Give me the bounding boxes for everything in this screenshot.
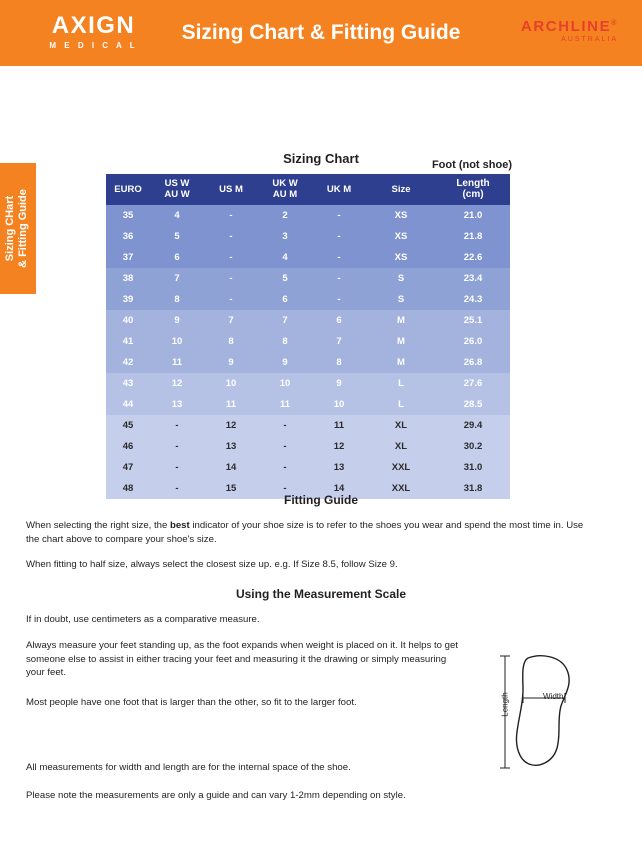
archline-name: ARCHLINE [520,18,612,35]
cell-length: 31.8 [436,478,510,499]
cell-size: XS [366,205,436,226]
cell-uk-w: 9 [258,352,312,373]
cell-uk-m: - [312,268,366,289]
cell-length: 27.6 [436,373,510,394]
cell-euro: 37 [106,247,150,268]
cell-us-w: - [150,478,204,499]
cell-uk-w: 5 [258,268,312,289]
archline-sublabel: AUSTRALIA [561,36,618,43]
cell-us-m: 7 [204,310,258,331]
cell-uk-w: 2 [258,205,312,226]
cell-uk-m: 11 [312,415,366,436]
cell-euro: 41 [106,331,150,352]
col-header-uk-w-line1: UK W [272,178,298,189]
cell-length: 26.8 [436,352,510,373]
cell-euro: 35 [106,205,150,226]
col-header-uk-w-line2: AU M [272,189,298,200]
cell-us-m: - [204,247,258,268]
length-label: Length [500,692,510,717]
cell-us-w: 13 [150,394,204,415]
cell-size: XL [366,436,436,457]
foot-outline-icon [495,648,615,778]
registered-trademark-icon: ® [611,20,618,27]
cell-size: XS [366,226,436,247]
cell-uk-m: 8 [312,352,366,373]
measurement-scale-heading: Using the Measurement Scale [235,587,407,601]
cell-size: XS [366,247,436,268]
cell-uk-m: 12 [312,436,366,457]
fitting-paragraph-2: When fitting to half size, always select the closest size up. e.g. If Size 8.5, follow Size 9. [26,559,398,570]
foot-path [517,656,570,765]
cell-us-w: 8 [150,289,204,310]
fitting-guide-heading: Fitting Guide [284,493,358,507]
page-header [0,0,642,66]
col-header-length-line1: Length [456,178,490,189]
measurement-paragraph-5: Please note the measurements are only a guide and can vary 1-2mm depending on style. [26,790,406,801]
measurement-paragraph-2: Always measure your feet standing up, as the foot expands when weight is placed on it. It helps to get someone else to assist in either tracing your feet and measuring it the drawing or simply measuring your feet. [26,640,458,678]
fitting-p1-part-a: When selecting the right size, the [26,520,170,531]
col-header-us-w [150,174,204,205]
cell-uk-w: 10 [258,373,312,394]
cell-us-m: 8 [204,331,258,352]
cell-uk-w: 3 [258,226,312,247]
cell-length: 25.1 [436,310,510,331]
cell-us-m: - [204,226,258,247]
cell-uk-w: 4 [258,247,312,268]
cell-uk-m: - [312,247,366,268]
cell-size: S [366,289,436,310]
cell-length: 26.0 [436,331,510,352]
cell-us-m: 14 [204,457,258,478]
table-row [106,373,510,394]
cell-size: XL [366,415,436,436]
archline-wordmark [521,18,618,35]
col-header-length [436,174,510,205]
cell-length: 22.6 [436,247,510,268]
cell-length: 23.4 [436,268,510,289]
table-row [106,226,510,247]
cell-us-m: - [204,268,258,289]
cell-size: S [366,268,436,289]
side-tab [0,163,36,294]
sizing-table [106,174,510,499]
cell-size: M [366,331,436,352]
table-row [106,457,510,478]
axign-sublabel: M E D I C A L [49,41,138,50]
cell-uk-w: 11 [258,394,312,415]
cell-length: 24.3 [436,289,510,310]
fitting-paragraph-1 [26,519,596,546]
cell-uk-w: 7 [258,310,312,331]
cell-size: L [366,394,436,415]
cell-length: 29.4 [436,415,510,436]
cell-uk-m: 6 [312,310,366,331]
cell-euro: 45 [106,415,150,436]
cell-us-m: - [204,289,258,310]
cell-us-m: 12 [204,415,258,436]
cell-uk-w: - [258,478,312,499]
cell-uk-m: - [312,226,366,247]
foot-not-shoe-note: Foot (not shoe) [431,159,512,171]
cell-us-w: 12 [150,373,204,394]
cell-euro: 48 [106,478,150,499]
cell-uk-m: 7 [312,331,366,352]
cell-uk-w: - [258,415,312,436]
sizing-chart-title: Sizing Chart [283,151,359,166]
cell-euro: 42 [106,352,150,373]
measurement-paragraph-3: Most people have one foot that is larger than the other, so fit to the larger foot. [26,697,357,708]
cell-us-w: 7 [150,268,204,289]
col-header-uk-m: UK M [312,174,366,205]
cell-uk-w: 6 [258,289,312,310]
cell-us-w: 5 [150,226,204,247]
cell-euro: 47 [106,457,150,478]
cell-us-m: 9 [204,352,258,373]
cell-size: XXL [366,457,436,478]
foot-outline-diagram [495,648,615,778]
side-tab-label [0,163,36,294]
cell-uk-w: - [258,457,312,478]
cell-length: 31.0 [436,457,510,478]
cell-uk-m: - [312,205,366,226]
col-header-us-m: US M [204,174,258,205]
cell-length: 28.5 [436,394,510,415]
cell-euro: 44 [106,394,150,415]
table-row [106,289,510,310]
measurement-paragraph-4: All measurements for width and length are for the internal space of the shoe. [26,762,351,773]
cell-uk-w: 8 [258,331,312,352]
cell-euro: 40 [106,310,150,331]
cell-length: 21.0 [436,205,510,226]
table-header-row [106,174,510,205]
table-row [106,331,510,352]
archline-logo [521,18,618,43]
cell-uk-w: - [258,436,312,457]
cell-us-w: - [150,436,204,457]
cell-us-m: 13 [204,436,258,457]
cell-us-m: - [204,205,258,226]
cell-us-w: 10 [150,331,204,352]
col-header-us-w-line2: AU W [164,189,190,200]
axign-wordmark: AXIGN [51,12,136,39]
col-header-length-line2: (cm) [462,189,484,200]
cell-uk-m: - [312,289,366,310]
cell-uk-m: 9 [312,373,366,394]
cell-us-w: 6 [150,247,204,268]
cell-us-w: 4 [150,205,204,226]
table-row [106,247,510,268]
cell-us-m: 11 [204,394,258,415]
table-row [106,415,510,436]
cell-us-w: 9 [150,310,204,331]
col-header-us-w-line1: US W [164,178,190,189]
table-row [106,268,510,289]
cell-euro: 38 [106,268,150,289]
cell-size: M [366,310,436,331]
table-row [106,205,510,226]
cell-size: M [366,352,436,373]
col-header-uk-w [258,174,312,205]
cell-us-w: 11 [150,352,204,373]
fitting-p1-emphasis: best [169,520,190,531]
cell-euro: 46 [106,436,150,457]
cell-euro: 43 [106,373,150,394]
cell-euro: 39 [106,289,150,310]
table-row [106,436,510,457]
cell-uk-m: 13 [312,457,366,478]
cell-size: L [366,373,436,394]
side-tab-line1: Sizing CHart [4,195,16,262]
cell-uk-m: 14 [312,478,366,499]
side-tab-line2: & Fitting Guide [17,189,29,268]
table-row [106,310,510,331]
cell-size: XXL [366,478,436,499]
table-row [106,394,510,415]
table-row [106,352,510,373]
col-header-euro: EURO [106,174,150,205]
cell-euro: 36 [106,226,150,247]
cell-us-w: - [150,415,204,436]
cell-us-m: 10 [204,373,258,394]
cell-length: 21.8 [436,226,510,247]
cell-uk-m: 10 [312,394,366,415]
cell-length: 30.2 [436,436,510,457]
measurement-paragraph-1: If in doubt, use centimeters as a comparative measure. [26,614,260,625]
cell-us-w: - [150,457,204,478]
page-title: Sizing Chart & Fitting Guide [181,21,461,44]
fitting-p1-part-b: indicator of your shoe size is to refer to the shoes you wear and spend the most time in. Use the chart above to compare your shoe's size. [26,520,584,545]
width-label: Width [543,692,564,701]
col-header-size: Size [366,174,436,205]
cell-us-m: 15 [204,478,258,499]
